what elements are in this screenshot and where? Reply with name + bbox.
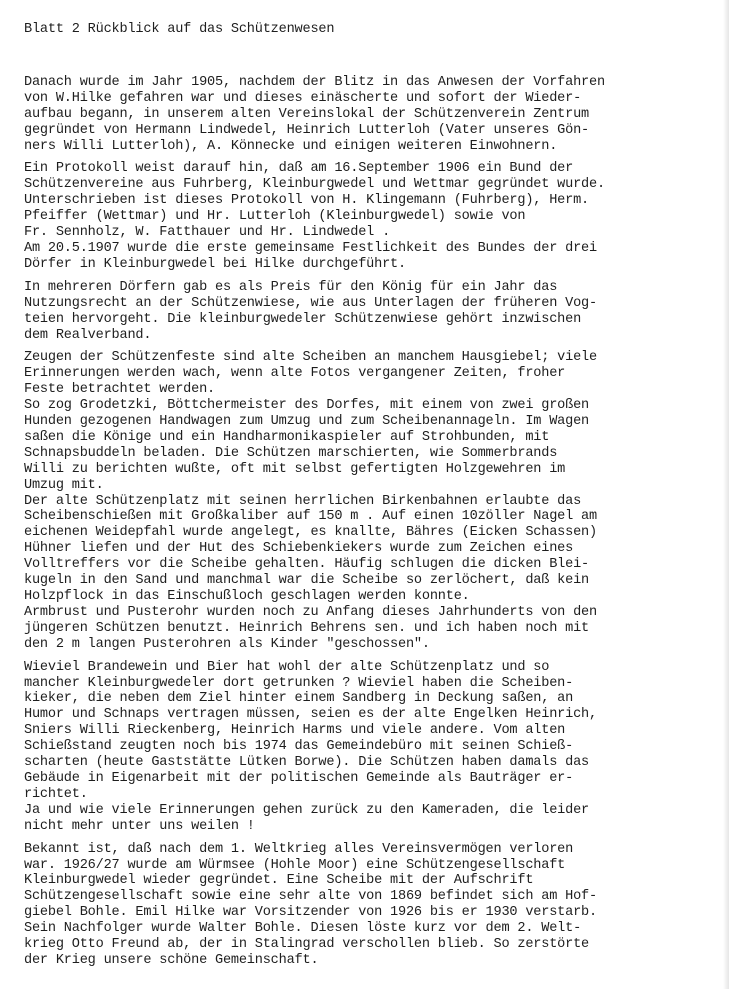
text-line: Armbrust und Pusterohr wurden noch zu Anfang dieses Jahrhunderts von den	[24, 604, 597, 620]
page-edge-shadow	[723, 0, 729, 989]
text-line: von W.Hilke gefahren war und dieses einäscherte und sofort der Wieder-	[24, 90, 582, 106]
text-line: Hunden gezogenen Handwagen zum Umzug und zum Scheibenannageln. Im Wagen	[24, 414, 589, 430]
text-line: Sein Nachfolger wurde Walter Bohle. Diesen löste kurz vor dem 2. Welt-	[24, 921, 582, 937]
text-line: nicht mehr unter uns weilen !	[24, 818, 255, 834]
text-line: Schützengesellschaft sowie eine sehr alte von 1869 befindet sich am Hof-	[24, 889, 597, 905]
text-line: dem Realverband.	[24, 327, 152, 343]
text-line: aufbau begann, in unserem alten Vereinslokal der Schützenverein Zentrum	[24, 106, 589, 122]
text-line: teien hervorgeht. Die kleinburgwedeler Schützenwiese gehört inzwischen	[24, 311, 582, 327]
text-line: So zog Grodetzki, Böttchermeister des Dorfes, mit einem von zwei großen	[24, 398, 589, 414]
text-line: Kleinburgwedel wieder gegründet. Eine Scheibe mit der Aufschrift	[24, 873, 534, 889]
text-line: richtet.	[24, 786, 88, 802]
text-line: kugeln in den Sand und manchmal war die Scheibe so zerlöchert, daß kein	[24, 573, 589, 589]
text-line: giebel Bohle. Emil Hilke war Vorsitzender von 1926 bis er 1930 verstarb.	[24, 905, 597, 921]
paragraph-2	[24, 161, 724, 272]
text-line: kieker, die neben dem Ziel hinter einem Sandberg in Deckung saßen, an	[24, 691, 574, 707]
text-line: Fr. Sennholz, W. Fatthauer und Hr. Lindwedel .	[24, 225, 391, 241]
text-line: der Krieg unsere schöne Gemeinschaft.	[24, 952, 319, 968]
text-line: Gebäude in Eigenarbeit mit der politischen Gemeinde als Bauträger er-	[24, 770, 574, 786]
text-line: Der alte Schützenplatz mit seinen herrlichen Birkenbahnen erlaubte das	[24, 493, 582, 509]
text-line: Volltreffers vor die Scheibe gehalten. Häufig schlugen die dicken Blei-	[24, 557, 589, 573]
text-line: war. 1926/27 wurde am Würmsee (Hohle Moor) eine Schützengesellschaft	[24, 857, 566, 873]
text-line: Humor und Schnaps vertragen müssen, seien es der alte Engelken Heinrich,	[24, 707, 597, 723]
text-line: Am 20.5.1907 wurde die erste gemeinsame Festlichkeit des Bundes der drei	[24, 240, 597, 256]
document-title: Blatt 2 Rückblick auf das Schützenwesen	[24, 22, 335, 37]
text-line: Sniers Willi Rieckenberg, Heinrich Harms und viele andere. Vom alten	[24, 723, 566, 739]
text-line: Feste betrachtet werden.	[24, 382, 215, 398]
text-line: Wieviel Brandewein und Bier hat wohl der alte Schützenplatz und so	[24, 659, 550, 675]
text-line: Schnapsbuddeln beladen. Die Schützen marschierten, wie Sommerbrands	[24, 445, 558, 461]
text-line: Ja und wie viele Erinnerungen gehen zurück zu den Kameraden, die leider	[24, 802, 589, 818]
text-line: In mehreren Dörfern gab es als Preis für den König für ein Jahr das	[24, 279, 558, 295]
text-line: Hühner liefen und der Hut des Schiebenkiekers wurde zum Zeichen eines	[24, 541, 574, 557]
text-line: Umzug mit.	[24, 477, 104, 493]
paragraph-5	[24, 660, 724, 835]
paragraph-1	[24, 75, 724, 155]
text-line: krieg Otto Freund ab, der in Stalingrad verschollen blieb. So zerstörte	[24, 937, 589, 953]
text-line: Ein Protokoll weist darauf hin, daß am 16.September 1906 ein Bund der	[24, 161, 574, 177]
paragraph-4	[24, 350, 724, 652]
text-line: Danach wurde im Jahr 1905, nachdem der Blitz in das Anwesen der Vorfahren	[24, 74, 605, 90]
text-line: Dörfer in Kleinburgwedel bei Hilke durchgeführt.	[24, 256, 406, 272]
text-line: Willi zu berichten wußte, oft mit selbst gefertigten Holzgewehren im	[24, 461, 566, 477]
text-line: den 2 m langen Pusterohren als Kinder "geschossen".	[24, 636, 430, 652]
text-line: gegründet von Hermann Lindwedel, Heinrich Lutterloh (Vater unseres Gön-	[24, 122, 589, 138]
text-line: Schießstand zeugten noch bis 1974 das Gemeindebüro mit seinen Schieß-	[24, 739, 574, 755]
text-line: Zeugen der Schützenfeste sind alte Scheiben an manchem Hausgiebel; viele	[24, 350, 597, 366]
text-line: eichenen Weidepfahl wurde angelegt, es knallte, Bähres (Eicken Schassen)	[24, 525, 597, 541]
text-line: mancher Kleinburgwedeler dort getrunken ? Wieviel haben die Scheiben-	[24, 675, 574, 691]
text-line: ners Willi Lutterloh), A. Könnecke und einigen weiteren Einwohnern.	[24, 138, 558, 154]
text-line: Bekannt ist, daß nach dem 1. Weltkrieg alles Vereinsvermögen verloren	[24, 841, 574, 857]
paragraph-3	[24, 280, 724, 344]
paragraph-6	[24, 842, 724, 969]
text-line: Erinnerungen werden wach, wenn alte Fotos vergangener Zeiten, froher	[24, 366, 566, 382]
text-line: Schützenvereine aus Fuhrberg, Kleinburgwedel und Wettmar gegründet wurde.	[24, 177, 605, 193]
text-line: Pfeiffer (Wettmar) und Hr. Lutterloh (Kleinburgwedel) sowie von	[24, 209, 526, 225]
text-line: Nutzungsrecht an der Schützenwiese, wie aus Unterlagen der früheren Vog-	[24, 295, 597, 311]
text-line: Holzpflock in das Einschußloch geschlagen werden konnte.	[24, 589, 470, 604]
text-line: Unterschrieben ist dieses Protokoll von H. Klingemann (Fuhrberg), Herm.	[24, 193, 589, 209]
text-line: Scheibenschießen mit Großkaliber auf 150 m . Auf einen 10zöller Nagel am	[24, 509, 597, 525]
text-line: saßen die Könige und ein Handharmonikaspieler auf Strohbunden, mit	[24, 429, 550, 445]
text-line: scharten (heute Gaststätte Lütken Borwe). Die Schützen haben damals das	[24, 755, 589, 771]
text-line: jüngeren Schützen benutzt. Heinrich Behrens sen. und ich haben noch mit	[24, 620, 589, 636]
document-body	[24, 22, 724, 976]
